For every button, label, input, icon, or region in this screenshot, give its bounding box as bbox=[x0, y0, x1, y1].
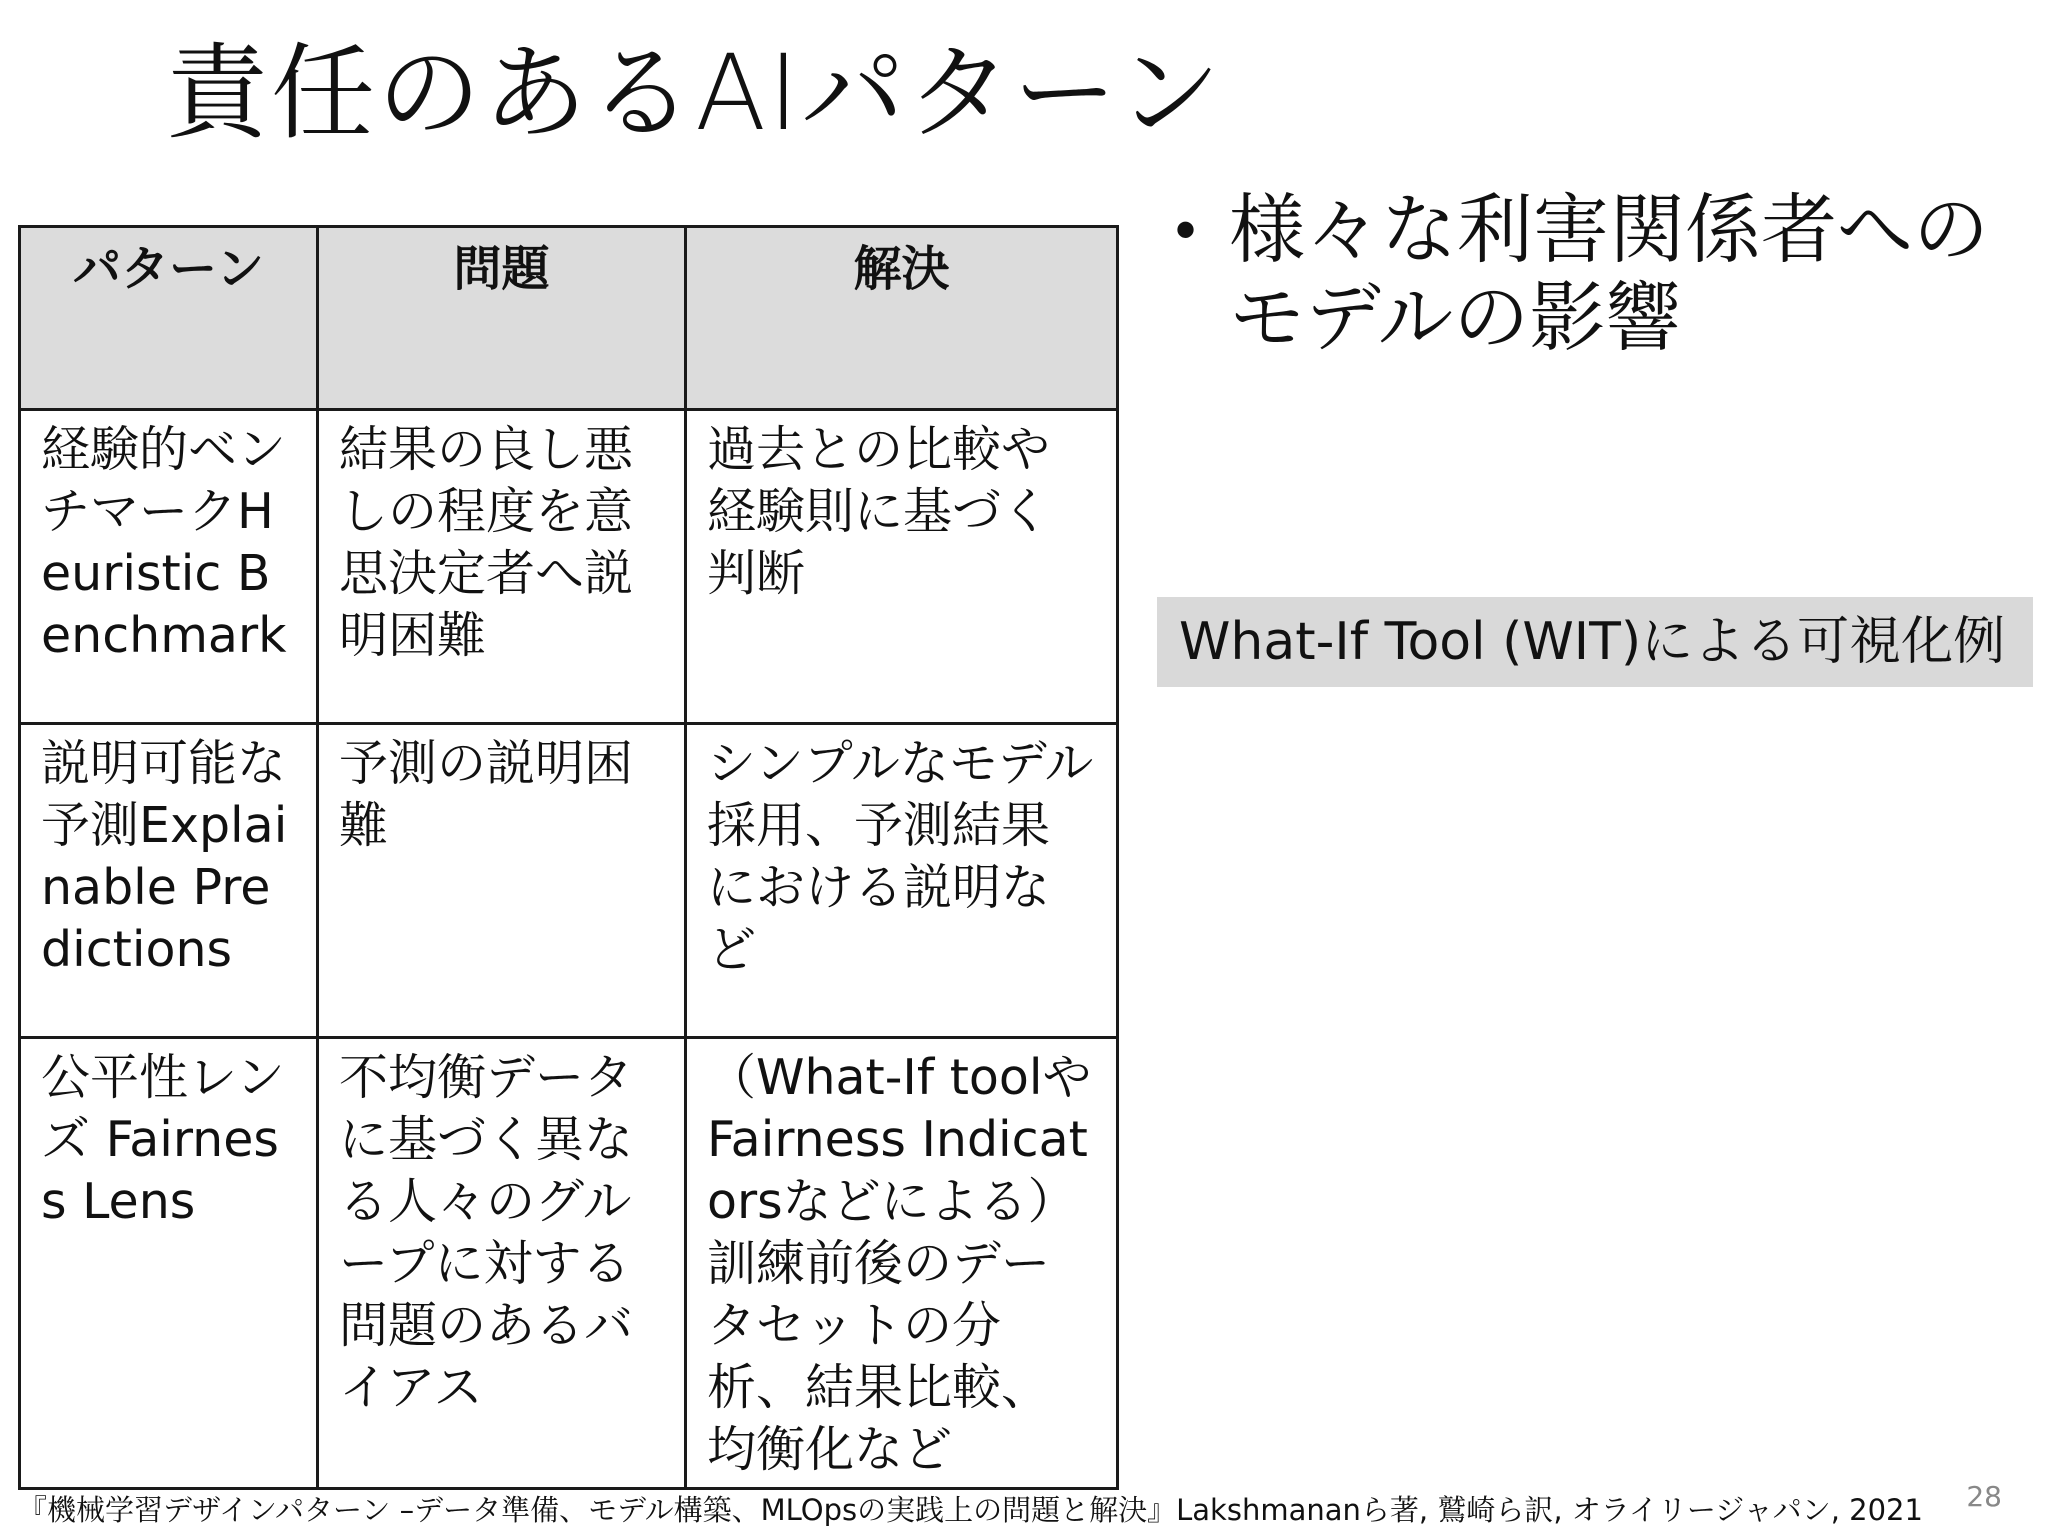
header-pattern: パターン bbox=[20, 227, 318, 410]
cell-pattern: 経験的ベンチマークHeuristic Benchmark bbox=[20, 410, 318, 724]
table-row bbox=[20, 1038, 1118, 1489]
cell-solution: 過去との比較や経験則に基づく判断 bbox=[686, 410, 1118, 724]
bullet-symbol: • bbox=[1175, 195, 1197, 265]
cell-problem: 不均衡データに基づく異なる人々のグループに対する問題のあるバイアス bbox=[318, 1038, 686, 1489]
header-solution: 解決 bbox=[686, 227, 1118, 410]
header-problem: 問題 bbox=[318, 227, 686, 410]
wit-caption: What-If Tool (WIT)による可視化例 bbox=[1157, 597, 2033, 687]
citation: 『機械学習デザインパターン –データ準備、モデル構築、MLOpsの実践上の問題と解決』Lakshmananら著, 鷲崎ら訳, オライリージャパン, 2021 bbox=[18, 1493, 1923, 1527]
patterns-table bbox=[18, 225, 1119, 1490]
table-header-row bbox=[20, 227, 1118, 410]
cell-solution: （What-If toolやFairness Indicatorsなどによる）訓練前後のデータセットの分析、結果比較、均衡化など bbox=[686, 1038, 1118, 1489]
cell-pattern: 説明可能な予測Explainable Predictions bbox=[20, 724, 318, 1038]
cell-pattern: 公平性レンズ Fairness Lens bbox=[20, 1038, 318, 1489]
bullet-item bbox=[1175, 186, 1995, 362]
table-row bbox=[20, 724, 1118, 1038]
table-row bbox=[20, 410, 1118, 724]
bullet-list bbox=[1175, 186, 1995, 362]
cell-problem: 結果の良し悪しの程度を意思決定者へ説明困難 bbox=[318, 410, 686, 724]
slide-title: 責任のあるAIパターン bbox=[165, 32, 1223, 154]
page-number: 28 bbox=[1966, 1480, 2002, 1513]
bullet-text: 様々な利害関係者へのモデルの影響 bbox=[1229, 185, 1989, 362]
cell-problem: 予測の説明困難 bbox=[318, 724, 686, 1038]
cell-solution: シンプルなモデル採用、予測結果における説明など bbox=[686, 724, 1118, 1038]
